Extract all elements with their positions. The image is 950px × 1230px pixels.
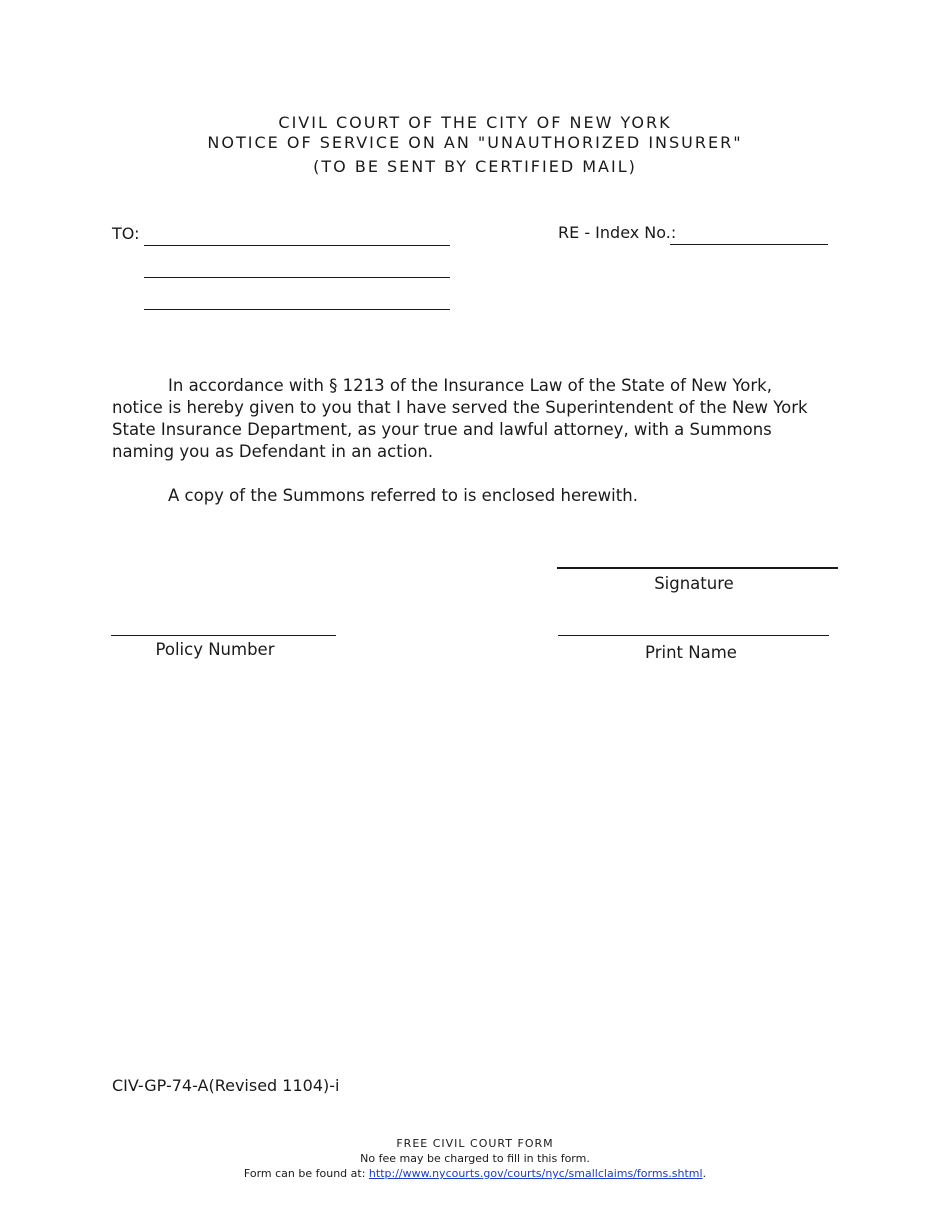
policy-number-line[interactable] bbox=[111, 635, 336, 636]
enclosure-paragraph: A copy of the Summons referred to is enclosed herewith. bbox=[168, 486, 638, 505]
footer-form-location-prefix: Form can be found at: bbox=[243, 1167, 369, 1180]
print-name-label: Print Name bbox=[645, 643, 737, 662]
form-title: NOTICE OF SERVICE ON AN "UNAUTHORIZED INSURER" bbox=[207, 133, 743, 152]
footer-title: FREE CIVIL COURT FORM bbox=[396, 1137, 554, 1150]
to-address-line-2[interactable] bbox=[144, 277, 450, 278]
print-name-line[interactable] bbox=[558, 635, 829, 636]
policy-number-label: Policy Number bbox=[155, 640, 275, 659]
forms-link[interactable]: http://www.nycourts.gov/courts/nyc/smallclaims/forms.shtml bbox=[368, 1167, 703, 1180]
court-name: CIVIL COURT OF THE CITY OF NEW YORK bbox=[278, 113, 672, 132]
index-number-line[interactable] bbox=[670, 244, 828, 245]
notice-paragraph: In accordance with § 1213 of the Insurance Law of the State of New York, notice is hereby given to you that I have served the Superintendent of the New York State Insurance Department, as your true and lawful attorney, with a Summons naming you as Defendant in an action. bbox=[112, 376, 808, 461]
signature-label: Signature bbox=[654, 574, 734, 593]
signature-line[interactable] bbox=[557, 567, 838, 569]
footer-form-location-suffix: . bbox=[702, 1167, 707, 1180]
form-code: CIV-GP-74-A(Revised 1104)-i bbox=[112, 1076, 340, 1095]
to-address-line-3[interactable] bbox=[144, 309, 450, 310]
index-number-label: RE - Index No.: bbox=[558, 223, 677, 242]
to-label: TO: bbox=[112, 224, 140, 243]
form-subtitle: (TO BE SENT BY CERTIFIED MAIL) bbox=[313, 157, 637, 176]
footer-fee-note: No fee may be charged to fill in this form. bbox=[360, 1152, 590, 1165]
to-address-line-1[interactable] bbox=[144, 245, 450, 246]
footer-form-location bbox=[0, 1167, 950, 1180]
